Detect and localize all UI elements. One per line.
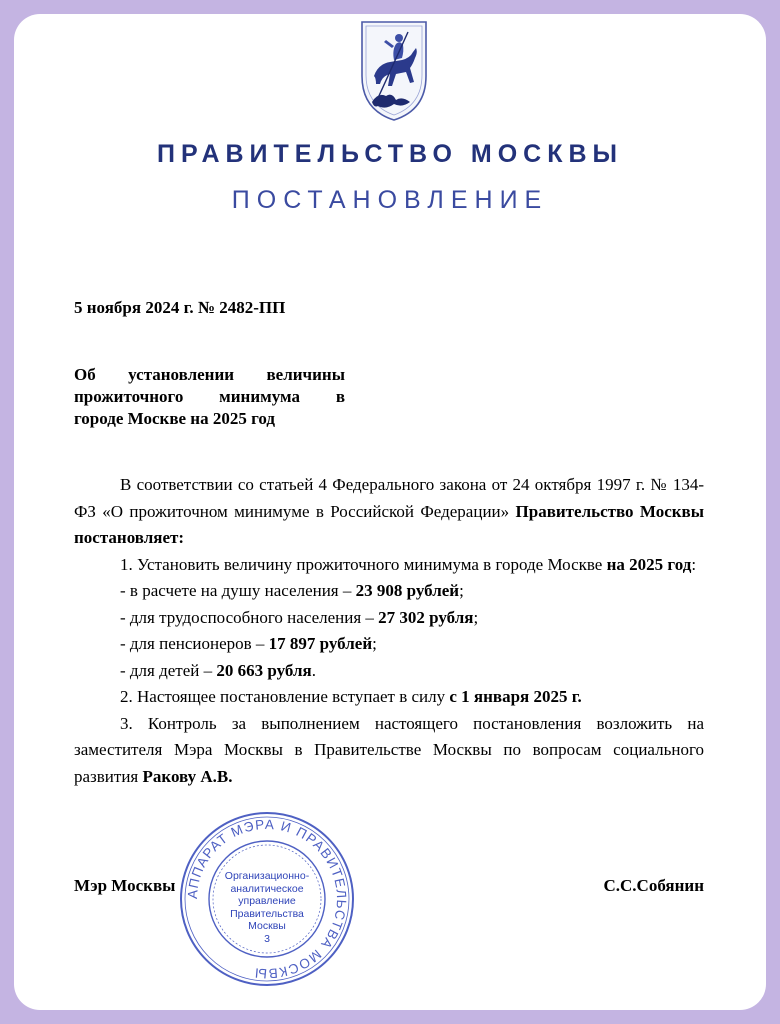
row-value: 23 908 рублей <box>355 581 460 600</box>
row-value: 27 302 рубля <box>378 607 474 627</box>
subsistence-row-pensioners <box>74 631 704 658</box>
item-3-paragraph <box>74 711 704 791</box>
row-label: - для детей – <box>120 660 217 680</box>
seal-line: Москвы <box>248 920 286 932</box>
item-2-paragraph <box>74 684 704 711</box>
subject-line: городе Москве на 2025 год <box>74 409 275 428</box>
item-1-intro: 1. Установить величину прожиточного минимума в городе Москве <box>120 554 603 574</box>
subject-line: прожиточного минимума в <box>74 387 345 406</box>
row-end: ; <box>459 581 464 600</box>
item-2-text: 2. Настоящее постановление вступает в силу <box>120 687 450 706</box>
seal-ring-text: АППАРАТ МЭРА И ПРАВИТЕЛЬСТВА МОСКВЫ <box>184 816 350 982</box>
signature-row <box>74 876 704 900</box>
item-2-date: с 1 января 2025 г. <box>449 687 582 706</box>
row-end: ; <box>473 607 479 627</box>
item-3-text: 3. Контроль за выполнением настоящего постановления возложить на заместителя Мэра Москвы в Правительстве Москвы по вопросам социального развития <box>74 713 704 786</box>
preamble-paragraph <box>74 472 704 552</box>
row-label: - для трудоспособного населения – <box>120 607 379 627</box>
row-value: 17 897 рублей <box>268 634 373 653</box>
row-value: 20 663 рубля <box>216 660 312 680</box>
subject-line: Об установлении величины <box>74 365 345 384</box>
seal-line: Правительства <box>230 907 304 920</box>
resolves-text: Правительство Москвы постановляет: <box>74 501 705 547</box>
row-end: . <box>311 660 316 680</box>
moscow-coat-of-arms-icon <box>356 18 432 124</box>
subsistence-row-per-capita <box>74 578 704 605</box>
signatory-name: С.С.Собянин <box>603 876 704 895</box>
seal-center-text <box>212 870 322 945</box>
document-subject <box>74 364 345 430</box>
document-page <box>14 14 766 1010</box>
document-date-number: 5 ноября 2024 г. № 2482-ПП <box>74 298 286 317</box>
seal-line: аналитическое <box>230 882 304 895</box>
item-1-colon: : <box>691 554 697 574</box>
document-type-title: ПОСТАНОВЛЕНИЕ <box>231 186 549 214</box>
seal-line: Организационно- <box>224 870 310 882</box>
item-3-person: Ракову А.В. <box>142 766 233 786</box>
subsistence-row-working <box>74 605 704 632</box>
row-end: ; <box>372 634 377 653</box>
row-label: - для пенсионеров – <box>120 634 269 653</box>
signatory-title: Мэр Москвы <box>74 876 176 895</box>
item-1-year: на 2025 год <box>606 554 692 574</box>
preamble-text: В соответствии со статьей 4 Федерального закона от 24 октября 1997 г. № 134-ФЗ «О прожиточном минимуме в Российской Федерации» <box>74 475 704 521</box>
subsistence-row-children <box>74 658 704 685</box>
seal-line: управление <box>238 895 296 907</box>
item-1-paragraph <box>74 552 704 579</box>
document-body <box>74 472 704 790</box>
organization-title: ПРАВИТЕЛЬСТВО МОСКВЫ <box>157 140 623 168</box>
seal-line: 3 <box>264 932 270 945</box>
row-label: - в расчете на душу населения – <box>120 581 356 600</box>
